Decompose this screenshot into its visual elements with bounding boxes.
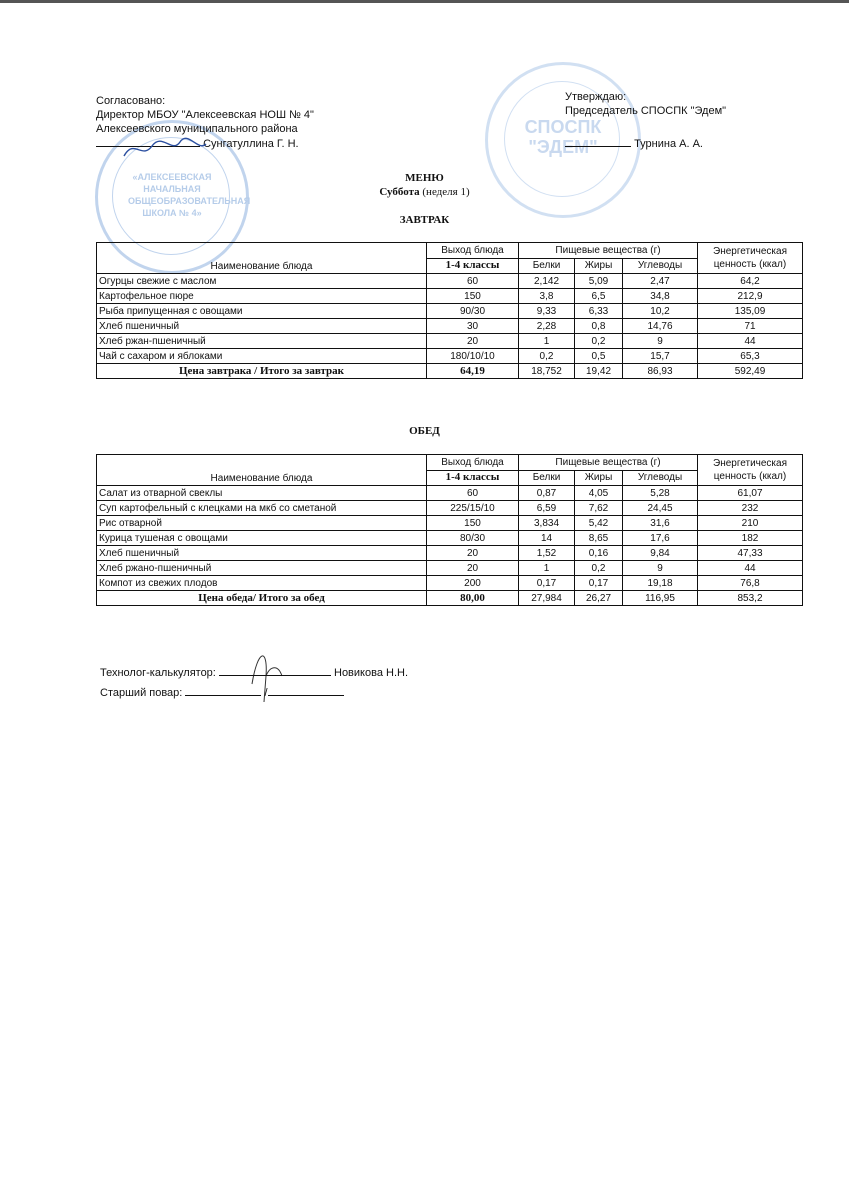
header-energy: Энергетическая ценность (ккал)	[698, 455, 803, 486]
approval-right	[565, 90, 726, 151]
dish-fat: 7,62	[575, 501, 623, 516]
dish-output: 30	[427, 319, 519, 334]
dish-fat: 0,16	[575, 546, 623, 561]
director-signature	[120, 134, 210, 164]
dish-output: 150	[427, 289, 519, 304]
dish-fat: 0,8	[575, 319, 623, 334]
dish-fat: 0,2	[575, 561, 623, 576]
dish-fat: 5,42	[575, 516, 623, 531]
dish-output: 60	[427, 486, 519, 501]
dish-name: Компот из свежих плодов	[97, 576, 427, 591]
scan-top-edge	[0, 0, 849, 3]
breakfast-title: ЗАВТРАК	[399, 214, 450, 226]
dish-energy: 232	[698, 501, 803, 516]
school-stamp-text: «АЛЕКСЕЕВСКАЯ НАЧАЛЬНАЯ ОБЩЕОБРАЗОВАТЕЛЬНАЯ ШКОЛА № 4»	[128, 172, 251, 218]
header-protein: Белки	[519, 470, 575, 486]
approval-left-line1: Согласовано:	[96, 95, 166, 107]
cook-label: Старший повар:	[100, 687, 183, 699]
dish-carbs: 9	[623, 334, 698, 349]
header-fat: Жиры	[575, 470, 623, 486]
total-output: 80,00	[427, 591, 519, 606]
dish-name: Курица тушеная с овощами	[97, 531, 427, 546]
breakfast-total-row	[97, 364, 803, 379]
approval-left-line3: Алексеевского муниципального района	[96, 123, 298, 135]
table-row	[97, 289, 803, 304]
dish-energy: 76,8	[698, 576, 803, 591]
lunch-title: ОБЕД	[409, 425, 440, 437]
dish-carbs: 15,7	[623, 349, 698, 364]
dish-carbs: 5,28	[623, 486, 698, 501]
dish-energy: 64,2	[698, 274, 803, 289]
approval-right-line1: Утверждаю:	[565, 91, 627, 103]
table-row	[97, 486, 803, 501]
dish-output: 20	[427, 546, 519, 561]
approval-right-signature-line	[565, 136, 726, 151]
dish-name: Рыба припущенная с овощами	[97, 304, 427, 319]
dish-energy: 71	[698, 319, 803, 334]
dish-name: Картофельное пюре	[97, 289, 427, 304]
dish-protein: 0,87	[519, 486, 575, 501]
dish-protein: 1,52	[519, 546, 575, 561]
dish-fat: 0,2	[575, 334, 623, 349]
table-row	[97, 561, 803, 576]
dish-output: 225/15/10	[427, 501, 519, 516]
dish-protein: 14	[519, 531, 575, 546]
dish-carbs: 34,8	[623, 289, 698, 304]
approval-right-line2: Председатель СПОСПК "Эдем"	[565, 105, 727, 117]
dish-protein: 0,17	[519, 576, 575, 591]
dish-fat: 8,65	[575, 531, 623, 546]
dish-name: Огурцы свежие с маслом	[97, 274, 427, 289]
signature-blank	[565, 136, 631, 147]
dish-carbs: 9,84	[623, 546, 698, 561]
technologist-name: Новикова Н.Н.	[334, 667, 408, 679]
cook-separator: /	[264, 687, 268, 699]
dish-name: Салат из отварной свеклы	[97, 486, 427, 501]
dish-output: 20	[427, 561, 519, 576]
header-name: Наименование блюда	[97, 455, 427, 486]
total-energy: 592,49	[698, 364, 803, 379]
dish-energy: 182	[698, 531, 803, 546]
header-output: Выход блюда	[427, 243, 519, 259]
dish-carbs: 14,76	[623, 319, 698, 334]
dish-carbs: 24,45	[623, 501, 698, 516]
table-row	[97, 501, 803, 516]
dish-fat: 0,5	[575, 349, 623, 364]
dish-carbs: 9	[623, 561, 698, 576]
dish-carbs: 2,47	[623, 274, 698, 289]
total-protein: 18,752	[519, 364, 575, 379]
dish-protein: 3,8	[519, 289, 575, 304]
dish-energy: 44	[698, 561, 803, 576]
total-name: Цена обеда/ Итого за обед	[97, 591, 427, 606]
dish-fat: 0,17	[575, 576, 623, 591]
table-row	[97, 319, 803, 334]
dish-protein: 9,33	[519, 304, 575, 319]
menu-title: МЕНЮ	[405, 172, 444, 184]
dish-output: 20	[427, 334, 519, 349]
header-fat: Жиры	[575, 258, 623, 274]
dish-energy: 44	[698, 334, 803, 349]
dish-name: Хлеб пшеничный	[97, 546, 427, 561]
breakfast-table	[96, 242, 803, 379]
dish-protein: 6,59	[519, 501, 575, 516]
total-carbs: 116,95	[623, 591, 698, 606]
dish-name: Чай с сахаром и яблоками	[97, 349, 427, 364]
dish-output: 150	[427, 516, 519, 531]
dish-name: Суп картофельный с клецками на мкб со сметаной	[97, 501, 427, 516]
header-nutrients: Пищевые вещества (г)	[519, 455, 698, 471]
dish-protein: 1	[519, 334, 575, 349]
header-grade: 1-4 классы	[427, 470, 519, 486]
dish-output: 60	[427, 274, 519, 289]
header-output: Выход блюда	[427, 455, 519, 471]
dish-output: 200	[427, 576, 519, 591]
signature-blank	[268, 685, 344, 696]
total-carbs: 86,93	[623, 364, 698, 379]
dish-fat: 5,09	[575, 274, 623, 289]
header-energy: Энергетическая ценность (ккал)	[698, 243, 803, 274]
cooperative-stamp-text: СПОСПК "ЭДЕМ"	[524, 117, 602, 157]
dish-energy: 135,09	[698, 304, 803, 319]
dish-output: 90/30	[427, 304, 519, 319]
dish-protein: 2,142	[519, 274, 575, 289]
header-protein: Белки	[519, 258, 575, 274]
dish-carbs: 19,18	[623, 576, 698, 591]
header-name: Наименование блюда	[97, 243, 427, 274]
total-output: 64,19	[427, 364, 519, 379]
table-row	[97, 349, 803, 364]
table-row	[97, 531, 803, 546]
dish-name: Хлеб пшеничный	[97, 319, 427, 334]
table-row	[97, 274, 803, 289]
dish-protein: 2,28	[519, 319, 575, 334]
dish-carbs: 17,6	[623, 531, 698, 546]
total-protein: 27,984	[519, 591, 575, 606]
dish-energy: 65,3	[698, 349, 803, 364]
dish-energy: 212,9	[698, 289, 803, 304]
menu-subtitle	[0, 186, 849, 198]
header-nutrients: Пищевые вещества (г)	[519, 243, 698, 259]
total-fat: 19,42	[575, 364, 623, 379]
dish-carbs: 31,6	[623, 516, 698, 531]
dish-fat: 6,5	[575, 289, 623, 304]
signature-blank	[185, 685, 261, 696]
dish-energy: 61,07	[698, 486, 803, 501]
dish-fat: 6,33	[575, 304, 623, 319]
header-grade: 1-4 классы	[427, 258, 519, 274]
dish-output: 80/30	[427, 531, 519, 546]
total-fat: 26,27	[575, 591, 623, 606]
table-row	[97, 304, 803, 319]
header-carbs: Углеводы	[623, 470, 698, 486]
lunch-total-row	[97, 591, 803, 606]
technologist-line	[100, 665, 408, 679]
table-row	[97, 576, 803, 591]
dish-name: Хлеб ржан-пшеничный	[97, 334, 427, 349]
dish-carbs: 10,2	[623, 304, 698, 319]
dish-fat: 4,05	[575, 486, 623, 501]
approval-left-line2: Директор МБОУ "Алексеевская НОШ № 4"	[96, 109, 314, 121]
total-name: Цена завтрака / Итого за завтрак	[97, 364, 427, 379]
dish-name: Хлеб ржано-пшеничный	[97, 561, 427, 576]
approval-right-signer: Турнина А. А.	[634, 138, 703, 150]
dish-protein: 0,2	[519, 349, 575, 364]
table-row	[97, 334, 803, 349]
signature-blank	[219, 665, 331, 676]
table-row	[97, 546, 803, 561]
dish-protein: 1	[519, 561, 575, 576]
dish-name: Рис отварной	[97, 516, 427, 531]
dish-energy: 210	[698, 516, 803, 531]
cook-line	[100, 685, 344, 699]
total-energy: 853,2	[698, 591, 803, 606]
dish-protein: 3,834	[519, 516, 575, 531]
approval-left-signer: Сунгатуллина Г. Н.	[203, 138, 299, 150]
technologist-label: Технолог-калькулятор:	[100, 667, 216, 679]
menu-day: Суббота	[379, 186, 420, 198]
table-row	[97, 516, 803, 531]
dish-energy: 47,33	[698, 546, 803, 561]
header-carbs: Углеводы	[623, 258, 698, 274]
menu-week: (неделя 1)	[422, 186, 470, 198]
lunch-table	[96, 454, 803, 606]
dish-output: 180/10/10	[427, 349, 519, 364]
